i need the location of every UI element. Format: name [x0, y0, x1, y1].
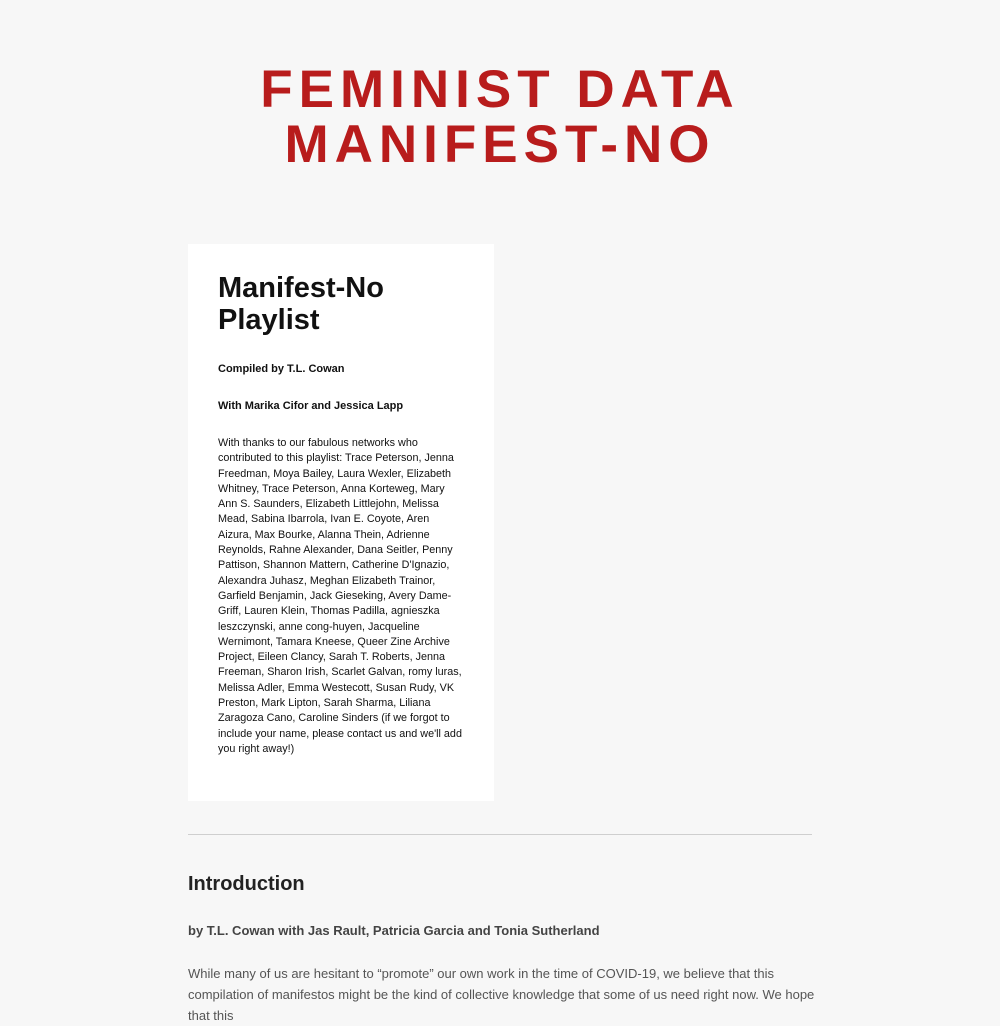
playlist-card	[188, 244, 494, 801]
collaborators-credit: With Marika Cifor and Jessica Lapp	[218, 400, 404, 412]
playlist-title-line-1: Manifest-No	[218, 272, 384, 304]
site-title-line-2: MANIFEST-NO	[284, 115, 716, 174]
site-title-line-1: FEMINIST DATA	[260, 60, 740, 119]
playlist-title-line-2: Playlist	[218, 304, 320, 336]
acknowledgements-text: With thanks to our fabulous networks who contributed to this playlist: Trace Peterson, Jenna Freedman, Moya Bailey, Laura Wexler, Elizabeth Whitney, Trace Peterson, Anna Korteweg, Mary Ann S. Saunders, Elizabeth Littlejohn, Melissa Mead, Sabina Ibarrola, Ivan E. Coyote, Aren Aizura, Max Bourke, Alanna Thein, Adrienne Reynolds, Rahne Alexander, Dana Seitler, Penny Pattison, Shannon Mattern, Catherine D'Ignazio, Alexandra Juhasz, Meghan Elizabeth Trainor, Garfield Benjamin, Jack Gieseking, Avery Dame-Griff, Lauren Klein, Thomas Padilla, agnieszka leszczynski, anne cong-huyen, Jacqueline Wernimont, Tamara Kneese, Queer Zine Archive Project, Eileen Clancy, Sarah T. Roberts, Jenna Freeman, Sharon Irish, Scarlet Galvan, romy luras, Melissa Adler, Emma Westecott, Susan Rudy, VK Preston, Mark Lipton, Sarah Sharma, Liliana Zaragoza Cano, Caroline Sinders (if we forgot to include your name, please contact us and we'll add you right away!)	[218, 437, 462, 755]
compiled-by-credit: Compiled by T.L. Cowan	[218, 363, 345, 375]
introduction-heading: Introduction	[188, 873, 305, 895]
playlist-title	[218, 272, 464, 336]
site-title	[0, 62, 1000, 172]
introduction-body: While many of us are hesitant to “promote” our own work in the time of COVID-19, we believe that this compilation of manifestos might be the kind of collective knowledge that some of us need right now. We hope that this	[188, 966, 815, 1023]
section-divider	[188, 834, 812, 835]
introduction-byline: by T.L. Cowan with Jas Rault, Patricia Garcia and Tonia Sutherland	[188, 923, 600, 938]
